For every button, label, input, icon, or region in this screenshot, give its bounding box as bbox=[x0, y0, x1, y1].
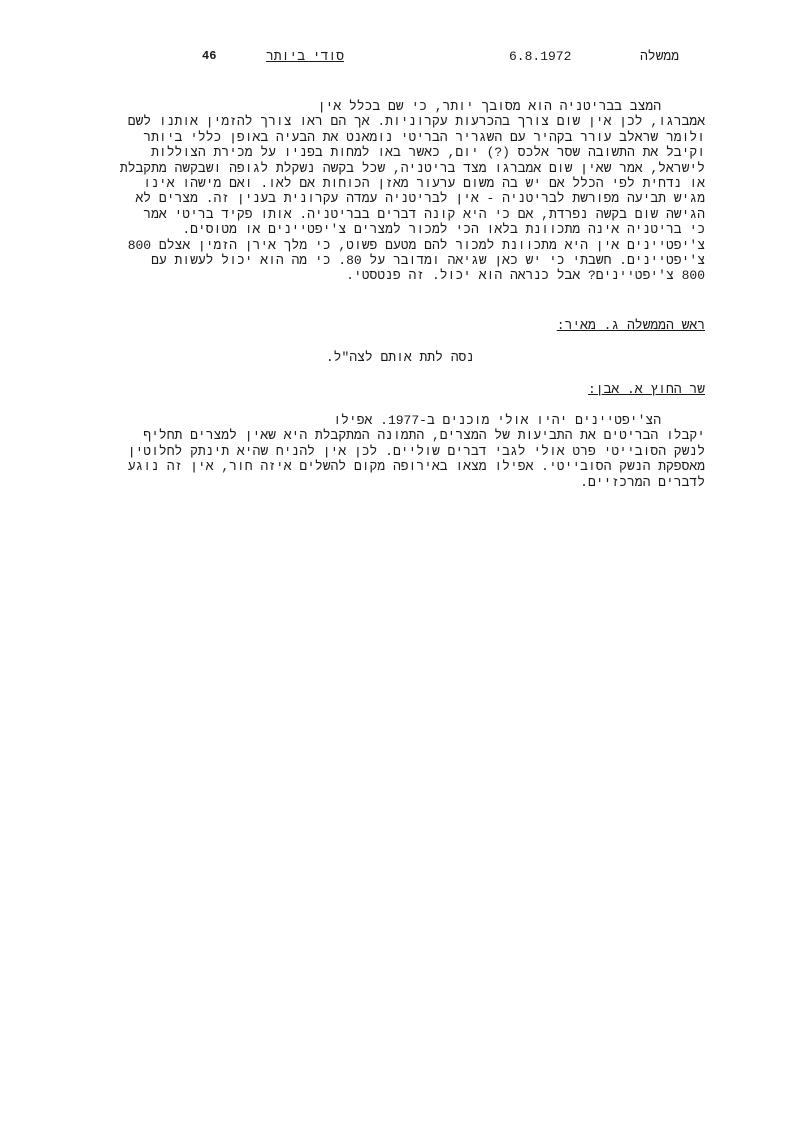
speaker-prime-minister: ראש הממשלה ג. מאיר: bbox=[556, 318, 705, 333]
text-line: לדברים המרכזיים. bbox=[580, 474, 705, 490]
text-line: יקבלו הבריטים את התביעות של המצרים, התמונה המתקבלת היא שאין למצרים תחליף bbox=[143, 428, 705, 444]
statement-prime-minister: נסה לתת אותם לצה"ל. bbox=[325, 350, 475, 365]
text-line: 800 צ'יפטיינים? אבל כנראה הוא יכול. זה פנטסטי. bbox=[346, 268, 705, 284]
text-line: הגישה שום בקשה נפרדת, אם כי היא קונה דברים בבריטניה. אותו פקיד בריטי אמר bbox=[143, 206, 705, 222]
text-line: מאספקת הנשק הסובייטי. אפילו מצאו באירופה מקום להשלים איזה חור, אין זה נוגע bbox=[127, 459, 705, 475]
text-line: לישראל, אמר שאין שום אמברגו מצד בריטניה, שכל בקשה נשקלת לגופה ושבקשה מתקבלת bbox=[119, 160, 705, 176]
paragraph-2 bbox=[127, 413, 705, 490]
text-line: המצב בבריטניה הוא מסובך יותר, כי שם בכלל אין bbox=[317, 99, 661, 114]
text-line: או נדחית לפי הכלל אם יש בה משום ערעור מאזן הכוחות אם לאו. ואם מישהו אינו bbox=[143, 175, 705, 191]
text-line: צ'יפטיינים אין היא מתכוונת למכור להם מטעם פשוט, כי מלך אירן הזמין אצלם 800 bbox=[127, 237, 705, 253]
text-line: כי בריטניה אינה מתכוונת בלאו הכי למכור למצרים צ'יפטיינים או מטוסים. bbox=[182, 222, 705, 238]
text-line: אמברגו, לכן אין שום צורך בהכרעות עקרוניות. אך הם ראו צורך להזמין אותנו לשם bbox=[127, 114, 705, 130]
page-number: 46 bbox=[202, 49, 217, 63]
header-classification: סודי ביותר bbox=[266, 49, 345, 64]
text-line: לנשק הסובייטי פרט אולי לגבי דברים שוליים. לכן אין להניח שהיא תינתק לחלוטין bbox=[127, 443, 705, 459]
header-source: ממשלה bbox=[640, 49, 680, 64]
text-line: וקיבל את התשובה שסר אלכס (?) יום, כאשר באו למחות בפניו על מכירת הצוללות bbox=[151, 145, 705, 161]
paragraph-1 bbox=[119, 99, 705, 284]
text-line: ולומר שראלב עורר בקהיר עם השגריר הבריטי נומאנט את הבעיה באופן כללי ביותר bbox=[143, 129, 705, 145]
text-line: הצ'יפטיינים יהיו אולי מוכנים ב-1977. אפילו bbox=[333, 413, 661, 428]
speaker-foreign-minister: שר החוץ א. אבן: bbox=[587, 382, 705, 397]
text-line: צ'יפטיינים. חשבתי כי יש כאן שגיאה ומדובר על 80. כי מה הוא יכול לעשות עם bbox=[151, 252, 705, 268]
header-date: 6.8.1972 bbox=[509, 49, 572, 64]
text-line: מגיש תביעה מפורשת לבריטניה - אין לבריטניה עמדה עקרונית בענין זה. מצרים לא bbox=[135, 191, 705, 207]
